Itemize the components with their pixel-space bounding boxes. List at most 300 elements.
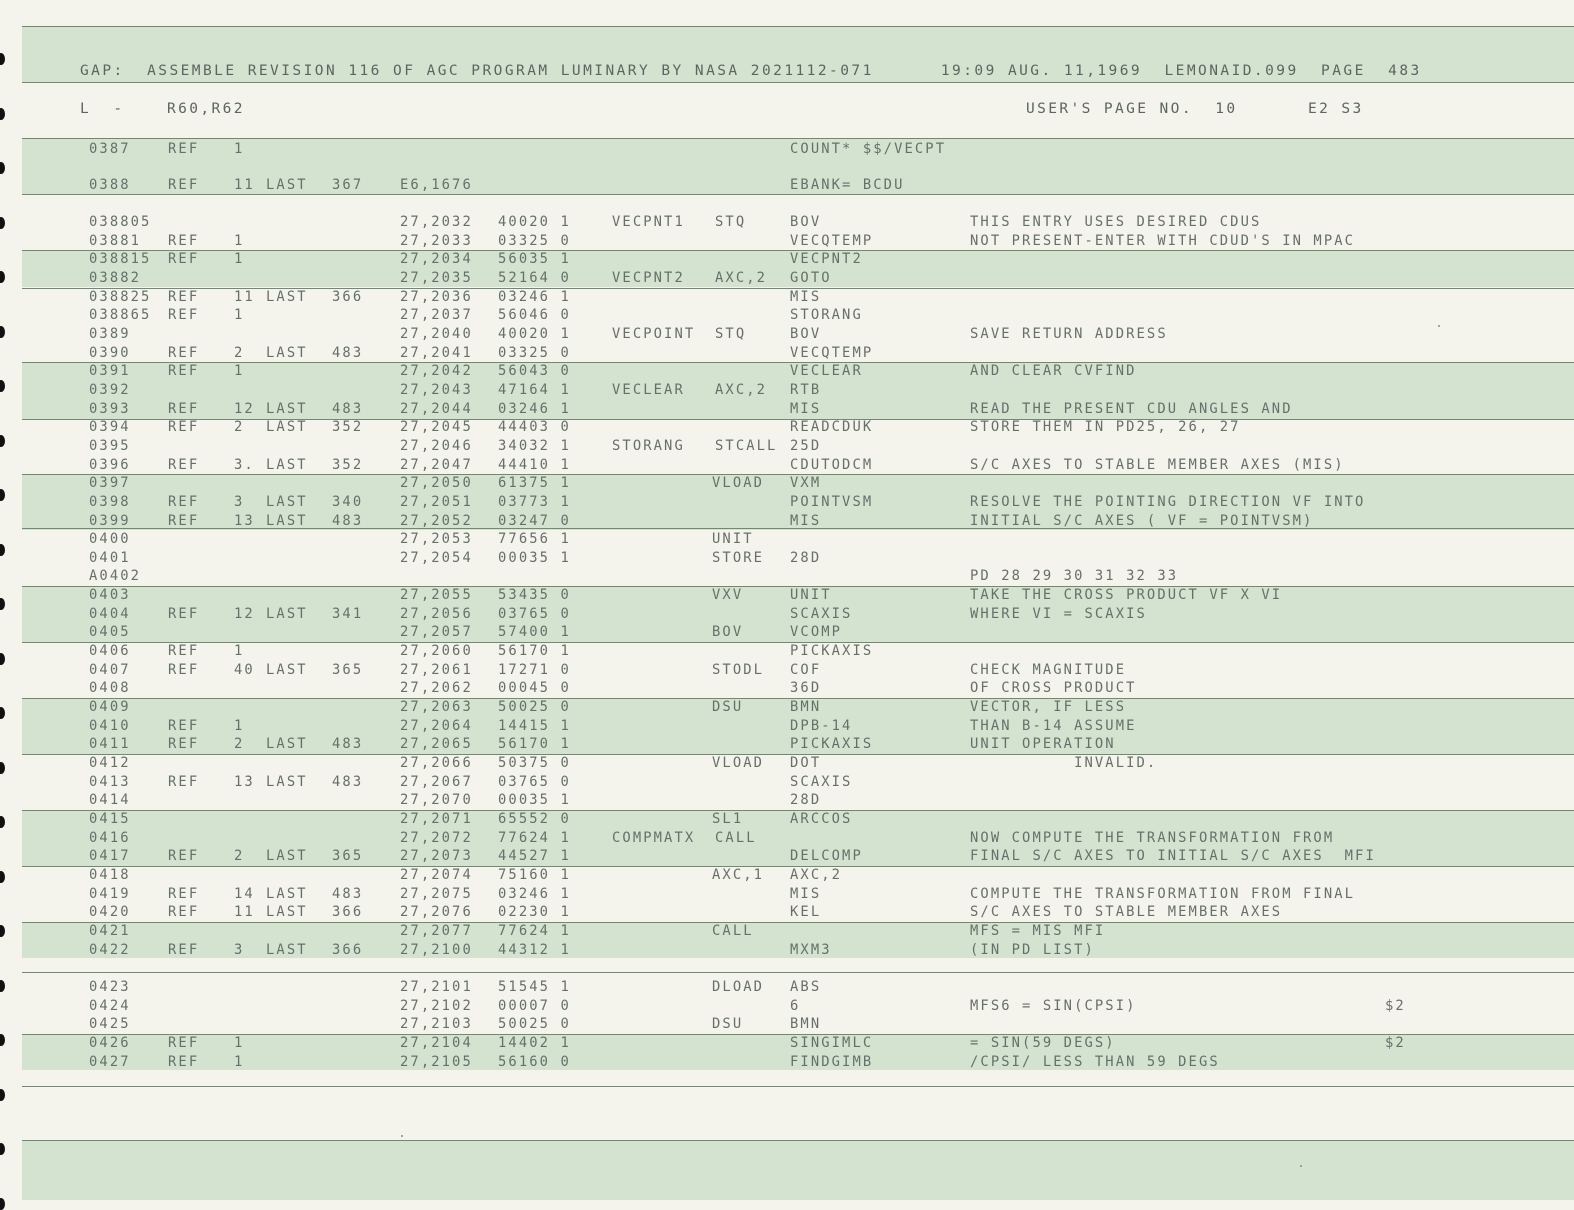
ref-label: REF <box>168 662 200 678</box>
ref-label: REF <box>168 1054 200 1070</box>
comment: OF CROSS PRODUCT <box>970 680 1137 696</box>
line-number: 0420 <box>89 904 131 920</box>
feed-hole <box>0 1143 5 1155</box>
line-number: 0421 <box>89 923 131 939</box>
ref-label: REF <box>168 606 200 622</box>
address: 27,2075 <box>400 886 473 902</box>
address: 27,2062 <box>400 680 473 696</box>
comment: INVALID. <box>970 755 1158 771</box>
operand: MIS <box>790 401 822 417</box>
ref-label: REF <box>168 177 200 193</box>
address: 27,2073 <box>400 848 473 864</box>
ref-label: REF <box>168 942 200 958</box>
comment: THIS ENTRY USES DESIRED CDUS <box>970 214 1262 230</box>
octal-word: 00035 1 <box>498 550 571 566</box>
octal-word: 00045 0 <box>498 680 571 696</box>
octal-word: 56170 1 <box>498 643 571 659</box>
address: E6,1676 <box>400 177 473 193</box>
operand: MIS <box>790 513 822 529</box>
address: 27,2101 <box>400 979 473 995</box>
interp-operand: ABS <box>790 979 822 995</box>
divider <box>22 26 1574 27</box>
address: 27,2063 <box>400 699 473 715</box>
octal-word: 40020 1 <box>498 214 571 230</box>
operand: 28D <box>790 792 822 808</box>
line-number: 0418 <box>89 867 131 883</box>
operand: FINDGIMB <box>790 1054 874 1070</box>
operand: MIS <box>790 886 822 902</box>
ref-count: 13 <box>234 513 255 529</box>
ref-label: REF <box>168 345 200 361</box>
last-label: LAST <box>266 177 308 193</box>
feed-hole <box>0 380 5 392</box>
octal-word: 56046 0 <box>498 307 571 323</box>
line-number: 038815 <box>89 251 152 267</box>
address: 27,2040 <box>400 326 473 342</box>
last-page: 365 <box>332 662 364 678</box>
address: 27,2033 <box>400 233 473 249</box>
line-number: 0393 <box>89 401 131 417</box>
operand: VECLEAR <box>790 363 863 379</box>
interp-opcode: UNIT <box>712 531 754 547</box>
last-page: 352 <box>332 419 364 435</box>
ref-count: 14 <box>234 886 255 902</box>
comment: MFS = MIS MFI <box>970 923 1106 939</box>
octal-word: 56170 1 <box>498 736 571 752</box>
line-number: 0410 <box>89 718 131 734</box>
assembly-title: GAP: ASSEMBLE REVISION 116 OF AGC PROGRAM LUMINARY BY NASA 2021112-071 <box>80 63 874 79</box>
last-label: LAST <box>266 513 308 529</box>
address: 27,2065 <box>400 736 473 752</box>
address: 27,2071 <box>400 811 473 827</box>
interp-operand: ARCCOS <box>790 811 853 827</box>
comment: S/C AXES TO STABLE MEMBER AXES (MIS) <box>970 457 1345 473</box>
interp-operand: EBANK= BCDU <box>790 177 905 193</box>
octal-word: 77656 1 <box>498 531 571 547</box>
comment: RESOLVE THE POINTING DIRECTION VF INTO <box>970 494 1366 510</box>
address: 27,2043 <box>400 382 473 398</box>
address: 27,2067 <box>400 774 473 790</box>
feed-hole <box>0 816 5 828</box>
operand: DELCOMP <box>790 848 863 864</box>
line-number: 0427 <box>89 1054 131 1070</box>
operand: SINGIMLC <box>790 1035 874 1051</box>
job-name: LEMONAID.099 <box>1164 63 1299 79</box>
ref-count: 2 <box>234 419 245 435</box>
operand: STORANG <box>790 307 863 323</box>
address: 27,2064 <box>400 718 473 734</box>
label: VECLEAR <box>612 382 685 398</box>
opcode: STCALL <box>715 438 778 454</box>
ref-count: 1 <box>234 251 245 267</box>
last-page: 483 <box>332 401 364 417</box>
address: 27,2077 <box>400 923 473 939</box>
operand: BOV <box>790 214 822 230</box>
address: 27,2066 <box>400 755 473 771</box>
tractor-feed-holes <box>0 0 10 1200</box>
octal-word: 17271 0 <box>498 662 571 678</box>
footer-band <box>22 1140 1574 1200</box>
ref-label: REF <box>168 1035 200 1051</box>
address: 27,2052 <box>400 513 473 529</box>
line-number: 038825 <box>89 289 152 305</box>
comment: SAVE RETURN ADDRESS <box>970 326 1168 342</box>
line-number: 03881 <box>89 233 142 249</box>
last-page: 366 <box>332 904 364 920</box>
page-code: E2 S3 <box>1308 101 1364 117</box>
last-page: 341 <box>332 606 364 622</box>
last-label: LAST <box>266 401 308 417</box>
line-number: 0407 <box>89 662 131 678</box>
interp-opcode: VLOAD <box>712 755 765 771</box>
octal-word: 77624 1 <box>498 923 571 939</box>
address: 27,2104 <box>400 1035 473 1051</box>
last-page: 483 <box>332 886 364 902</box>
feed-hole <box>0 925 5 937</box>
line-number: 0391 <box>89 363 131 379</box>
line-number: 038865 <box>89 307 152 323</box>
feed-hole <box>0 707 5 719</box>
label: VECPOINT <box>612 326 696 342</box>
divider <box>22 1140 1574 1141</box>
comment: INITIAL S/C AXES ( VF = POINTVSM) <box>970 513 1314 529</box>
address: 27,2053 <box>400 531 473 547</box>
line-number: 0419 <box>89 886 131 902</box>
interp-opcode: VLOAD <box>712 475 765 491</box>
octal-word: 03325 0 <box>498 345 571 361</box>
last-label: LAST <box>266 886 308 902</box>
operand: POINTVSM <box>790 494 874 510</box>
address: 27,2100 <box>400 942 473 958</box>
address: 27,2047 <box>400 457 473 473</box>
line-number: 0414 <box>89 792 131 808</box>
line-number: 0400 <box>89 531 131 547</box>
address: 27,2034 <box>400 251 473 267</box>
feed-hole <box>0 162 5 174</box>
line-number: 038805 <box>89 214 152 230</box>
comment: CHECK MAGNITUDE <box>970 662 1127 678</box>
operand: VECQTEMP <box>790 233 874 249</box>
interp-opcode: DLOAD <box>712 979 765 995</box>
operand: SCAXIS <box>790 774 853 790</box>
comment: S/C AXES TO STABLE MEMBER AXES <box>970 904 1283 920</box>
ref-count: 11 <box>234 904 255 920</box>
last-label: LAST <box>266 736 308 752</box>
line-number: 0426 <box>89 1035 131 1051</box>
address: 27,2072 <box>400 830 473 846</box>
octal-word: 44312 1 <box>498 942 571 958</box>
last-label: LAST <box>266 419 308 435</box>
octal-word: 40020 1 <box>498 326 571 342</box>
divider <box>22 82 1574 83</box>
last-label: LAST <box>266 848 308 864</box>
line-number: 0425 <box>89 1016 131 1032</box>
ref-count: 1 <box>234 363 245 379</box>
interp-operand: AXC,2 <box>790 867 843 883</box>
last-page: 483 <box>332 736 364 752</box>
interp-opcode: AXC,1 <box>712 867 765 883</box>
comment: MFS6 = SIN(CPSI) <box>970 998 1137 1014</box>
line-number: 0398 <box>89 494 131 510</box>
address: 27,2103 <box>400 1016 473 1032</box>
ref-count: 1 <box>234 141 245 157</box>
octal-word: 51545 1 <box>498 979 571 995</box>
opcode: STQ <box>715 326 747 342</box>
ref-count: 2 <box>234 345 245 361</box>
feed-hole <box>0 544 5 556</box>
line-number: 0417 <box>89 848 131 864</box>
line-number: 0399 <box>89 513 131 529</box>
octal-word: 53435 0 <box>498 587 571 603</box>
address: 27,2060 <box>400 643 473 659</box>
last-page: 365 <box>332 848 364 864</box>
interp-operand: UNIT <box>790 587 832 603</box>
interp-opcode: DSU <box>712 699 744 715</box>
interp-opcode: DSU <box>712 1016 744 1032</box>
line-number: 0401 <box>89 550 131 566</box>
ref-count: 3 <box>234 494 245 510</box>
octal-word: 03765 0 <box>498 774 571 790</box>
last-label: LAST <box>266 289 308 305</box>
address: 27,2035 <box>400 270 473 286</box>
ref-count: 1 <box>234 307 245 323</box>
ref-label: REF <box>168 141 200 157</box>
line-number: 0388 <box>89 177 131 193</box>
address: 27,2032 <box>400 214 473 230</box>
ref-label: REF <box>168 736 200 752</box>
operand: BOV <box>790 326 822 342</box>
octal-word: 03246 1 <box>498 401 571 417</box>
interp-operand: COUNT* $$/VECPT <box>790 141 947 157</box>
interp-operand: BMN <box>790 699 822 715</box>
octal-word: 00007 0 <box>498 998 571 1014</box>
ref-label: REF <box>168 307 200 323</box>
users-page-number: USER'S PAGE NO. 10 <box>1026 101 1238 117</box>
feed-hole <box>0 762 5 774</box>
line-number: 0411 <box>89 736 131 752</box>
comment: FINAL S/C AXES TO INITIAL S/C AXES MFI <box>970 848 1376 864</box>
operand: GOTO <box>790 270 832 286</box>
octal-word: 44410 1 <box>498 457 571 473</box>
octal-word: 50025 0 <box>498 1016 571 1032</box>
line-number: 0422 <box>89 942 131 958</box>
last-page: 366 <box>332 942 364 958</box>
octal-word: 00035 1 <box>498 792 571 808</box>
label: VECPNT1 <box>612 214 685 230</box>
operand: 6 <box>790 998 801 1014</box>
ref-count: 12 <box>234 606 255 622</box>
octal-word: 03247 0 <box>498 513 571 529</box>
address: 27,2037 <box>400 307 473 323</box>
line-number: A0402 <box>89 568 142 584</box>
feed-hole <box>0 435 5 447</box>
operand: 36D <box>790 680 822 696</box>
octal-word: 14415 1 <box>498 718 571 734</box>
comment: READ THE PRESENT CDU ANGLES AND <box>970 401 1293 417</box>
octal-word: 75160 1 <box>498 867 571 883</box>
feed-hole <box>0 1089 5 1101</box>
feed-hole <box>0 108 5 120</box>
octal-word: 03246 1 <box>498 886 571 902</box>
label: COMPMATX <box>612 830 696 846</box>
comment: = SIN(59 DEGS) <box>970 1035 1116 1051</box>
operand: VECPNT2 <box>790 251 863 267</box>
interp-opcode: SL1 <box>712 811 744 827</box>
last-label: LAST <box>266 662 308 678</box>
octal-word: 56160 0 <box>498 1054 571 1070</box>
ref-count: 2 <box>234 736 245 752</box>
octal-word: 44403 0 <box>498 419 571 435</box>
address: 27,2076 <box>400 904 473 920</box>
ref-label: REF <box>168 419 200 435</box>
feed-hole <box>0 53 5 65</box>
last-label: LAST <box>266 606 308 622</box>
line-number: 0392 <box>89 382 131 398</box>
comment: WHERE VI = SCAXIS <box>970 606 1147 622</box>
comment: AND CLEAR CVFIND <box>970 363 1137 379</box>
octal-word: 50025 0 <box>498 699 571 715</box>
interp-opcode: STORE <box>712 550 765 566</box>
line-number: 0387 <box>89 141 131 157</box>
ref-label: REF <box>168 401 200 417</box>
paper-speck <box>401 1135 403 1137</box>
octal-word: 61375 1 <box>498 475 571 491</box>
operand: READCDUK <box>790 419 874 435</box>
address: 27,2036 <box>400 289 473 305</box>
interp-operand: 28D <box>790 550 822 566</box>
ref-label: REF <box>168 886 200 902</box>
ref-label: REF <box>168 513 200 529</box>
last-page: 483 <box>332 513 364 529</box>
octal-word: 77624 1 <box>498 830 571 846</box>
log-section: R60,R62 <box>167 101 245 117</box>
ref-label: REF <box>168 251 200 267</box>
last-label: LAST <box>266 774 308 790</box>
label: STORANG <box>612 438 685 454</box>
ref-count: 3. <box>234 457 255 473</box>
line-number: 0396 <box>89 457 131 473</box>
opcode: AXC,2 <box>715 382 768 398</box>
address: 27,2070 <box>400 792 473 808</box>
address: 27,2046 <box>400 438 473 454</box>
last-page: 483 <box>332 774 364 790</box>
ref-label: REF <box>168 289 200 305</box>
operand: PICKAXIS <box>790 736 874 752</box>
timestamp: 19:09 AUG. 11,1969 <box>940 63 1143 79</box>
address: 27,2041 <box>400 345 473 361</box>
feed-hole <box>0 326 5 338</box>
comment: STORE THEM IN PD25, 26, 27 <box>970 419 1241 435</box>
octal-word: 57400 1 <box>498 624 571 640</box>
ref-count: 11 <box>234 177 255 193</box>
line-number: 0403 <box>89 587 131 603</box>
address: 27,2054 <box>400 550 473 566</box>
line-number: 0413 <box>89 774 131 790</box>
operand: 25D <box>790 438 822 454</box>
opcode: STQ <box>715 214 747 230</box>
line-number: 0424 <box>89 998 131 1014</box>
octal-word: 34032 1 <box>498 438 571 454</box>
operand: MXM3 <box>790 942 832 958</box>
line-number: 0408 <box>89 680 131 696</box>
feed-hole <box>0 653 5 665</box>
interp-opcode: VXV <box>712 587 744 603</box>
address: 27,2061 <box>400 662 473 678</box>
comment: UNIT OPERATION <box>970 736 1116 752</box>
divider <box>22 922 1574 923</box>
comment: (IN PD LIST) <box>970 942 1095 958</box>
address: 27,2044 <box>400 401 473 417</box>
ref-label: REF <box>168 363 200 379</box>
operand: PICKAXIS <box>790 643 874 659</box>
divider <box>22 194 1574 195</box>
last-label: LAST <box>266 904 308 920</box>
address: 27,2057 <box>400 624 473 640</box>
octal-word: 44527 1 <box>498 848 571 864</box>
page-label: PAGE <box>1321 63 1366 79</box>
address: 27,2045 <box>400 419 473 435</box>
feed-hole <box>0 980 5 992</box>
operand: CDUTODCM <box>790 457 874 473</box>
octal-word: 50375 0 <box>498 755 571 771</box>
last-page: 352 <box>332 457 364 473</box>
comment: VECTOR, IF LESS <box>970 699 1127 715</box>
ref-label: REF <box>168 457 200 473</box>
operand: MIS <box>790 289 822 305</box>
octal-word: 03325 0 <box>498 233 571 249</box>
octal-word: 14402 1 <box>498 1035 571 1051</box>
address: 27,2051 <box>400 494 473 510</box>
octal-word: 65552 0 <box>498 811 571 827</box>
ref-count: 1 <box>234 643 245 659</box>
opcode: AXC,2 <box>715 270 768 286</box>
line-number: 03882 <box>89 270 142 286</box>
comment: PD 28 29 30 31 32 33 <box>970 568 1179 584</box>
ref-label: REF <box>168 718 200 734</box>
comment: COMPUTE THE TRANSFORMATION FROM FINAL <box>970 886 1356 902</box>
octal-word: 03773 1 <box>498 494 571 510</box>
paper-speck <box>1300 1165 1302 1167</box>
operand: SCAXIS <box>790 606 853 622</box>
octal-word: 47164 1 <box>498 382 571 398</box>
interp-operand: VXM <box>790 475 822 491</box>
operand: KEL <box>790 904 822 920</box>
octal-word: 03246 1 <box>498 289 571 305</box>
octal-word: 56043 0 <box>498 363 571 379</box>
octal-word: 56035 1 <box>498 251 571 267</box>
octal-word: 52164 0 <box>498 270 571 286</box>
address: 27,2055 <box>400 587 473 603</box>
line-number: 0416 <box>89 830 131 846</box>
last-page: 366 <box>332 289 364 305</box>
last-label: LAST <box>266 345 308 361</box>
line-number: 0423 <box>89 979 131 995</box>
ref-label: REF <box>168 494 200 510</box>
comment: NOW COMPUTE THE TRANSFORMATION FROM <box>970 830 1335 846</box>
line-number: 0405 <box>89 624 131 640</box>
interp-opcode: STODL <box>712 662 765 678</box>
divider <box>22 138 1574 139</box>
line-number: 0390 <box>89 345 131 361</box>
flag: $2 <box>1385 998 1406 1014</box>
ref-label: REF <box>168 233 200 249</box>
ref-count: 1 <box>234 718 245 734</box>
flag: $2 <box>1385 1035 1406 1051</box>
feed-hole <box>0 489 5 501</box>
interp-opcode: CALL <box>712 923 754 939</box>
last-label: LAST <box>266 494 308 510</box>
line-number: 0404 <box>89 606 131 622</box>
